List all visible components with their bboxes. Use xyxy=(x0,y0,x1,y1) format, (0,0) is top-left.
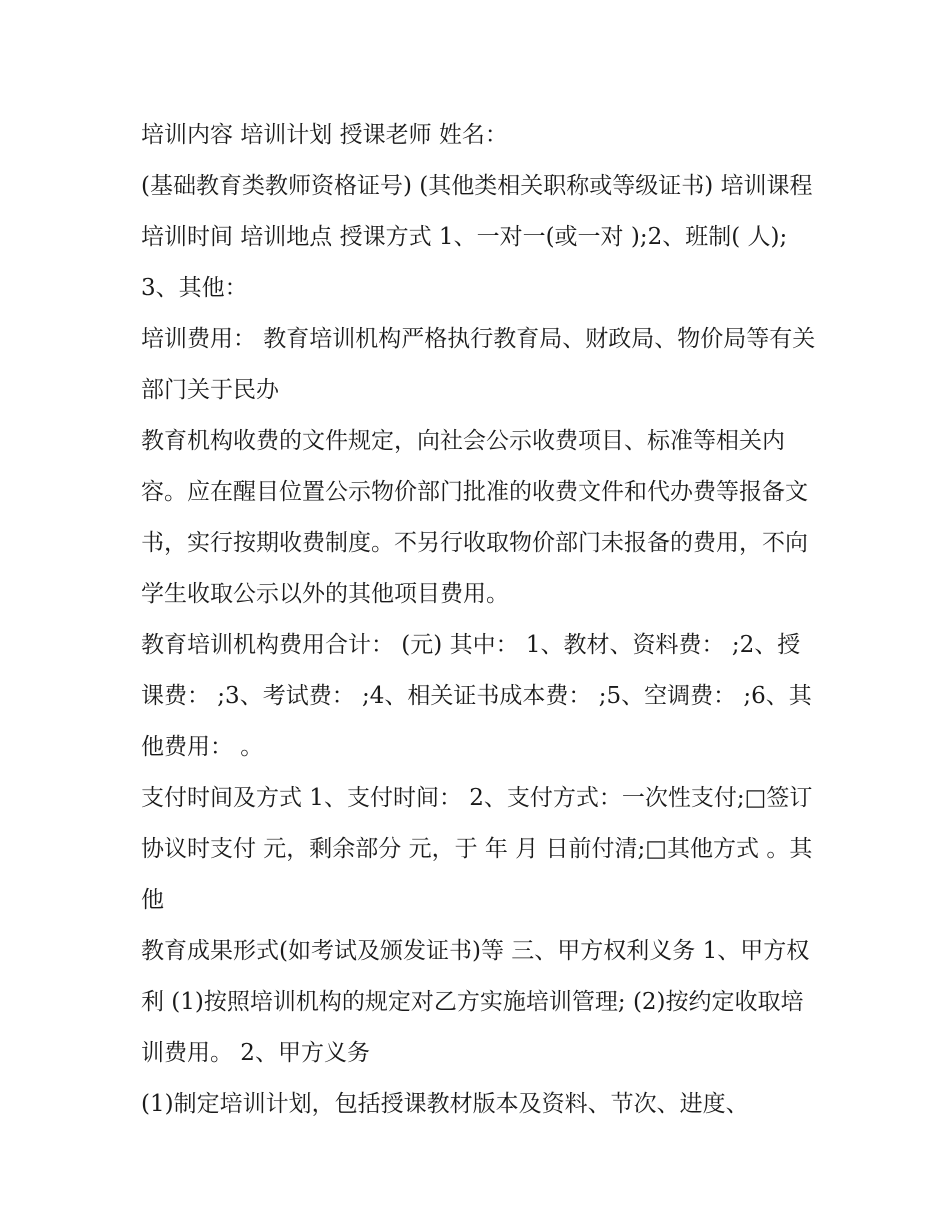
paragraph-training-fees: 培训费用： 教育培训机构严格执行教育局、财政局、物价局等有关部门关于民办 xyxy=(141,326,816,403)
paragraph-party-a-rights: 教育成果形式(如考试及颁发证书)等 三、甲方权利义务 1、甲方权利 (1)按照培训机构的规定对乙方实施培训管理; (2)按约定收取培训费用。 2、甲方义务 xyxy=(141,938,810,1066)
paragraph-training-content: 培训内容 培训计划 授课老师 姓名： xyxy=(141,122,508,148)
document-body xyxy=(141,110,821,1130)
paragraph-training-plan: (1)制定培训计划，包括授课教材版本及资料、节次、进度、 xyxy=(141,1091,749,1117)
paragraph-fee-total: 教育培训机构费用合计： (元) 其中： 1、教材、资料费： ;2、授课费： ;3、考试费： ;4、相关证书成本费： ;5、空调费： ;6、其他费用： 。 xyxy=(141,632,812,760)
paragraph-payment-method: 支付时间及方式 1、支付时间： 2、支付方式：一次性支付;□签订协议时支付 元，剩余部分 元，于 年 月 日前付清;□其他方式 。其 他 xyxy=(141,785,813,913)
paragraph-fee-regulations: 教育机构收费的文件规定，向社会公示收费项目、标准等相关内容。应在醒目位置公示物价部门批准的收费文件和代办费等报备文书，实行按期收费制度。不另行收取物价部门未报备的费用，不向学生收取公示以外的其他项目费用。 xyxy=(141,428,808,607)
paragraph-teacher-qualification: (基础教育类教师资格证号) (其他类相关职称或等级证书) 培训课程 培训时间 培训地点 授课方式 1、一对一(或一对 );2、班制( 人);3、其他： xyxy=(141,173,813,301)
